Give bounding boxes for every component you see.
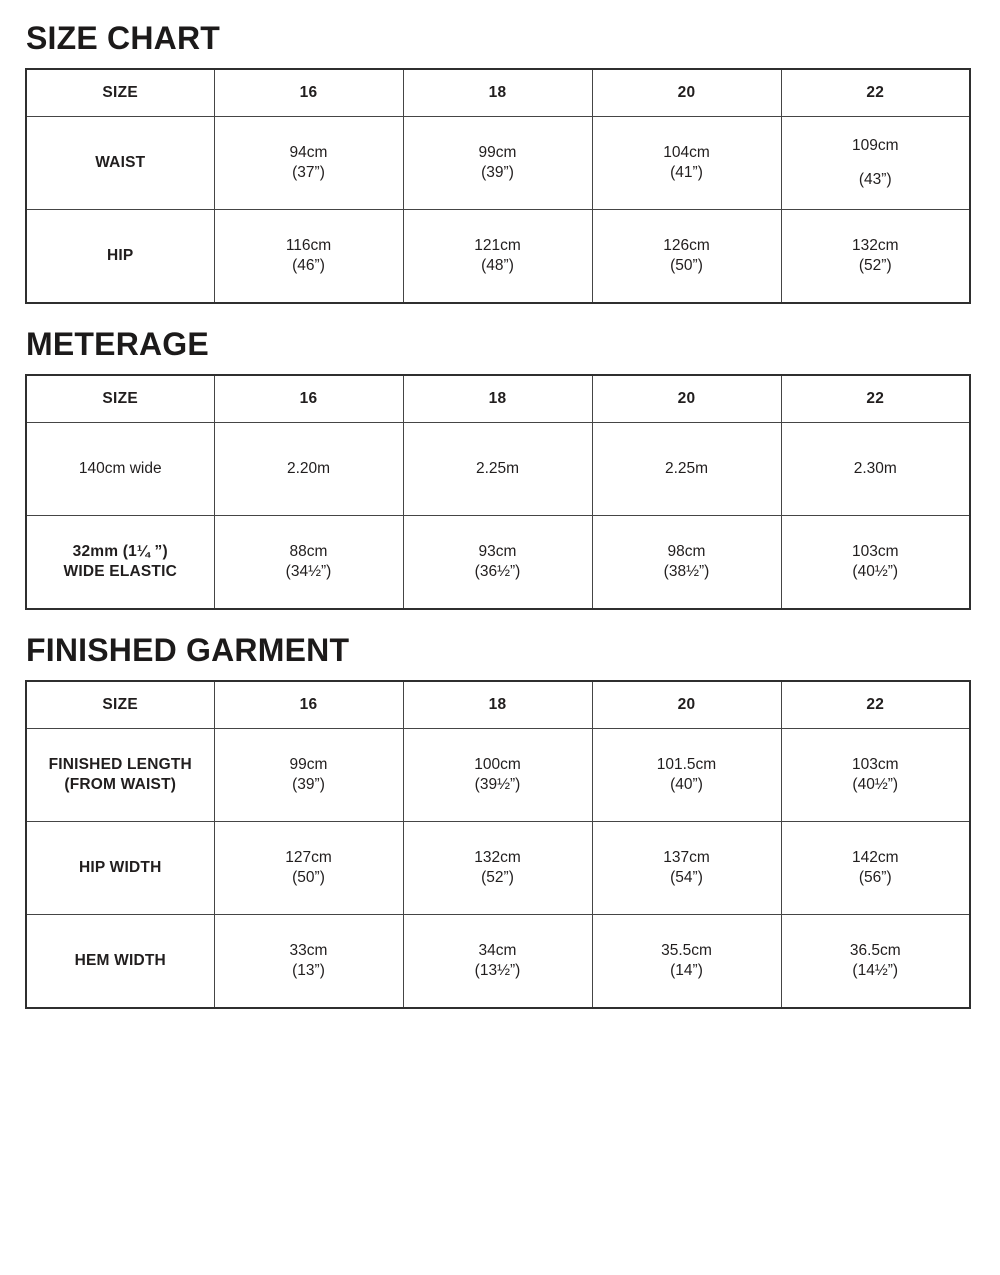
value-cell	[592, 117, 781, 210]
value-cell	[214, 117, 403, 210]
row-label-cell	[26, 915, 214, 1009]
section-finished-garment	[25, 634, 972, 1009]
value-line: 2.30m	[853, 459, 897, 477]
value-cell	[781, 729, 970, 822]
table-row	[26, 822, 970, 915]
section-size-chart	[25, 22, 972, 304]
value-line: 121cm	[474, 236, 521, 254]
table-row	[26, 915, 970, 1009]
value-cell	[781, 915, 970, 1009]
value-line: (46”)	[292, 257, 325, 274]
value-line: 132cm	[474, 848, 521, 866]
value-cell	[214, 915, 403, 1009]
row-label-line: HEM WIDTH	[74, 951, 166, 969]
value-line: 104cm	[663, 143, 710, 161]
value-line: (14½”)	[852, 962, 899, 979]
value-line: 103cm	[851, 542, 899, 560]
value-cell	[403, 729, 592, 822]
value-line: (39½”)	[474, 776, 521, 793]
value-line: 2.25m	[664, 459, 709, 477]
row-label-cell	[26, 210, 214, 304]
table-row	[26, 210, 970, 304]
meterage-table-header	[26, 375, 970, 423]
value-line: 35.5cm	[661, 941, 712, 959]
row-label-line: WAIST	[95, 153, 146, 171]
size-column-header-cell: 16	[214, 69, 403, 117]
value-line: 98cm	[667, 542, 706, 560]
value-line: (14”)	[670, 962, 703, 979]
value-cell	[403, 822, 592, 915]
value-line: (52”)	[481, 869, 514, 886]
value-line: 126cm	[663, 236, 710, 254]
value-line: (37”)	[292, 164, 325, 181]
value-cell	[781, 210, 970, 304]
value-line: (40½”)	[852, 776, 899, 793]
value-cell	[781, 423, 970, 516]
finished-garment-table-body	[26, 729, 970, 1009]
value-line: 94cm	[289, 143, 328, 161]
size-chart-table	[25, 68, 971, 304]
value-cell	[592, 516, 781, 610]
size-label-header-cell: SIZE	[26, 69, 214, 117]
size-column-header-cell: 20	[592, 69, 781, 117]
value-cell	[214, 822, 403, 915]
value-line: (36½”)	[474, 563, 521, 580]
row-label-cell	[26, 822, 214, 915]
row-label-cell	[26, 516, 214, 610]
value-line: (39”)	[292, 776, 325, 793]
value-line: (56”)	[858, 869, 892, 886]
value-line: (50”)	[292, 869, 325, 886]
value-cell	[403, 210, 592, 304]
value-line: (48”)	[481, 257, 514, 274]
header-row	[26, 375, 970, 423]
value-line: (13½”)	[474, 962, 521, 979]
value-line: (39”)	[481, 164, 514, 181]
value-cell	[592, 915, 781, 1009]
table-row	[26, 117, 970, 210]
size-chart-title: SIZE CHART	[26, 20, 220, 56]
row-label-cell	[26, 117, 214, 210]
value-cell	[214, 210, 403, 304]
value-line: 36.5cm	[849, 941, 901, 959]
row-label-cell	[26, 729, 214, 822]
value-line: 33cm	[289, 941, 328, 959]
header-row	[26, 69, 970, 117]
row-label-cell	[26, 423, 214, 516]
size-chart-table-header	[26, 69, 970, 117]
value-line: 103cm	[851, 755, 899, 773]
value-line: (38½”)	[663, 563, 710, 580]
value-line: 2.20m	[286, 459, 331, 477]
size-column-header-cell: 20	[592, 681, 781, 729]
value-line: 132cm	[851, 236, 899, 254]
value-line: 127cm	[285, 848, 332, 866]
value-cell	[781, 516, 970, 610]
finished-garment-title: FINISHED GARMENT	[26, 632, 350, 668]
value-line: (54”)	[670, 869, 703, 886]
value-cell	[214, 423, 403, 516]
value-cell	[592, 210, 781, 304]
value-line: 116cm	[285, 236, 332, 254]
row-label-line: 140cm wide	[78, 459, 162, 477]
value-cell	[403, 915, 592, 1009]
row-label-line: HIP	[107, 246, 134, 264]
table-row	[26, 729, 970, 822]
value-line: 100cm	[474, 755, 521, 773]
value-cell	[592, 423, 781, 516]
value-line: (40”)	[670, 776, 703, 793]
table-row	[26, 516, 970, 610]
value-line: (50”)	[670, 257, 703, 274]
meterage-table-body	[26, 423, 970, 610]
row-label-line: 32mm (1¼ ”)	[72, 542, 168, 560]
section-meterage	[25, 328, 972, 610]
value-cell	[781, 822, 970, 915]
size-column-header-cell: 22	[781, 375, 970, 423]
value-line: 137cm	[663, 848, 710, 866]
value-line: 2.25m	[475, 459, 520, 477]
finished-garment-table	[25, 680, 971, 1009]
value-line: 88cm	[289, 542, 328, 560]
value-line: 34cm	[478, 941, 517, 959]
value-line: (40½”)	[852, 563, 899, 580]
value-cell	[403, 516, 592, 610]
value-cell	[781, 117, 970, 210]
value-cell	[592, 729, 781, 822]
value-line: 142cm	[851, 848, 899, 866]
header-row	[26, 681, 970, 729]
meterage-title: METERAGE	[26, 326, 209, 362]
row-label-line: (FROM WAIST)	[64, 776, 177, 793]
size-label-header-cell: SIZE	[26, 681, 214, 729]
value-cell	[403, 117, 592, 210]
value-line: 99cm	[289, 755, 328, 773]
value-line	[788, 156, 964, 169]
meterage-table	[25, 374, 971, 610]
size-column-header-cell: 20	[592, 375, 781, 423]
size-label-header-cell: SIZE	[26, 375, 214, 423]
size-column-header-cell: 18	[403, 375, 592, 423]
value-line: 109cm	[851, 136, 899, 154]
size-column-header-cell: 16	[214, 375, 403, 423]
value-line: 101.5cm	[656, 755, 717, 773]
value-cell	[214, 729, 403, 822]
row-label-line: HIP WIDTH	[79, 858, 162, 876]
size-column-header-cell: 18	[403, 69, 592, 117]
size-chart-table-body	[26, 117, 970, 304]
value-cell	[592, 822, 781, 915]
size-column-header-cell: 18	[403, 681, 592, 729]
table-row	[26, 423, 970, 516]
row-label-line: FINISHED LENGTH	[48, 755, 192, 773]
value-line: (13”)	[292, 962, 325, 979]
value-line: (41”)	[670, 164, 703, 181]
finished-garment-table-header	[26, 681, 970, 729]
size-column-header-cell: 22	[781, 69, 970, 117]
value-line: (43”)	[858, 170, 892, 188]
value-line: (52”)	[858, 257, 892, 274]
value-line: 99cm	[478, 143, 517, 161]
size-column-header-cell: 16	[214, 681, 403, 729]
row-label-line: WIDE ELASTIC	[63, 563, 177, 580]
value-line: 93cm	[478, 542, 517, 560]
value-cell	[214, 516, 403, 610]
value-line: (34½”)	[285, 563, 332, 580]
size-column-header-cell: 22	[781, 681, 970, 729]
value-cell	[403, 423, 592, 516]
